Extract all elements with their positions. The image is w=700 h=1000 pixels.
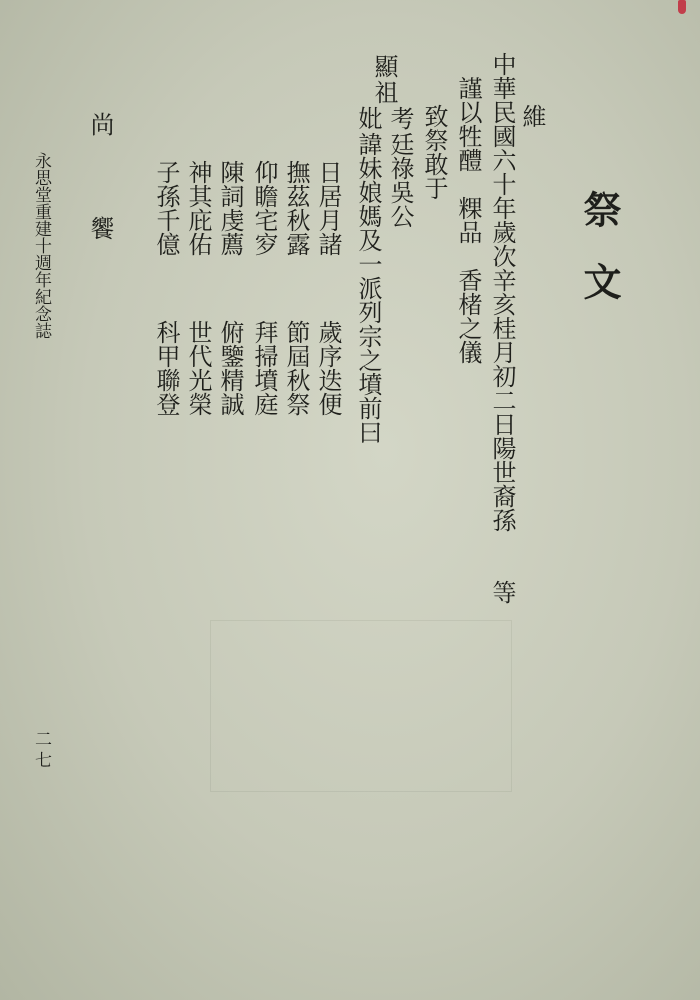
page-title: 祭文 <box>577 190 622 334</box>
verse-bottom-6: 科甲聯登 <box>152 320 180 416</box>
verse-top-2: 撫茲秋露 <box>282 160 310 256</box>
verse-bottom-5: 世代光榮 <box>184 320 212 416</box>
verse-bottom-2: 節屆秋祭 <box>282 320 310 416</box>
verse-top-6: 子孫千億 <box>152 160 180 256</box>
verse-top-3: 仰瞻宅穸 <box>250 160 278 256</box>
text-column-3: 謹以牲醴 粿品 香楮之儀 <box>454 76 482 364</box>
verse-top-1: 日居月諸 <box>314 160 342 256</box>
text-column-4: 致祭敢于 <box>420 104 448 200</box>
ancestor-bi: 妣 <box>354 106 382 130</box>
ancestor-column-kao: 廷祿吳公 <box>386 132 414 228</box>
ancestor-zu: 祖 <box>370 80 398 104</box>
verse-top-4: 陳詞虔薦 <box>216 160 244 256</box>
show-through-grid <box>210 620 512 792</box>
page-number: 二七 <box>31 730 51 772</box>
verse-bottom-4: 俯鑒精誠 <box>216 320 244 416</box>
publication-title: 永思堂重建十週年紀念誌 <box>31 152 51 339</box>
verse-bottom-3: 拜掃墳庭 <box>250 320 278 416</box>
text-column-2: 中華民國六十年歲次辛亥桂月初二日陽世裔孫 等 <box>488 52 516 604</box>
text-column-1: 維 <box>518 104 546 128</box>
ancestor-head: 顯 <box>370 54 398 78</box>
verse-bottom-1: 歲序迭便 <box>314 320 342 416</box>
ancestor-kao: 考 <box>386 106 414 130</box>
verse-top-5: 神其庇佑 <box>184 160 212 256</box>
ancestor-column-bi: 諱妹娘媽及一派列宗之墳前曰 <box>354 132 382 444</box>
red-ink-mark <box>678 0 686 14</box>
closing-shang-xiang: 尚 饗 <box>86 112 114 268</box>
